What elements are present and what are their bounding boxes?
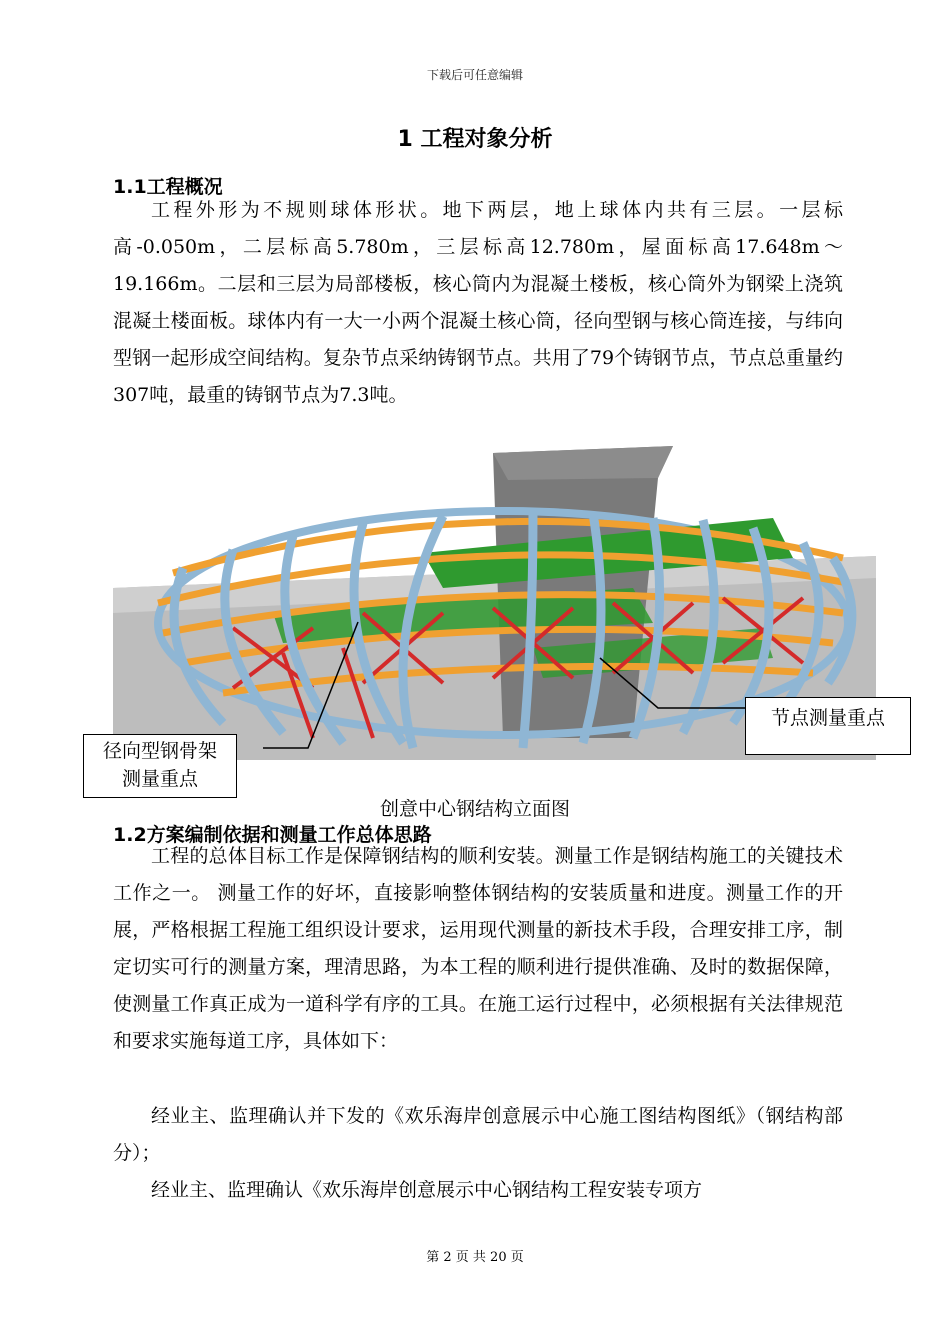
callout-node-measurement: 节点测量重点: [745, 697, 911, 755]
figure-caption: 创意中心钢结构立面图: [379, 798, 570, 820]
callout-radial-line1: 径向型钢骨架: [102, 740, 217, 762]
section-2-title: 1.2方案编制依据和测量工作总体思路: [113, 824, 432, 846]
section-2-paragraph-2: 经业主、监理确认并下发的《欢乐海岸创意展示中心施工图结构图纸》（钢结构部分）；: [113, 1105, 843, 1164]
section-1-paragraph: 工程外形为不规则球体形状。地下两层，地上球体内共有三层。一层标高-0.050m，二层标高5.780m，三层标高12.780m，屋面标高17.648m～19.166m。二层和三层为局部楼板，核心筒内为混凝土楼板，核心筒外为钢梁上浇筑混凝土楼面板。球体内有一大一小两个混凝土核心筒，径向型钢与核心筒连接，与纬向型钢一起形成空间结构。复杂节点采纳铸钢节点。共用了79个铸钢节点，节点总重量约307吨，最重的铸钢节点为7.3吨。: [113, 199, 843, 406]
section-2-paragraph-1: 工程的总体目标工作是保障钢结构的顺利安装。测量工作是钢结构施工的关键技术工作之一。 测量工作的好坏，直接影响整体钢结构的安装质量和进度。测量工作的开展，严格根据工程施工组织设计要求，运用现代测量的新技术手段，合理安排工序，制定切实可行的测量方案，理清思路，为本工程的顺利进行提供准确、及时的数据保障，使测量工作真正成为一道科学有序的工具。在施工运行过程中，必须根据有关法律规范和要求实施每道工序，具体如下：: [113, 845, 843, 1052]
section-1-title: 1.1工程概况: [113, 176, 223, 198]
page-header: 下载后可任意编辑: [426, 68, 523, 82]
chapter-title: 1 工程对象分析: [397, 127, 553, 152]
callout-radial-line2: 测量重点: [121, 768, 198, 790]
page-footer: 第 2 页 共 20 页: [426, 1250, 524, 1265]
section-2-paragraph-3: 经业主、监理确认《欢乐海岸创意展示中心钢结构工程安装专项方: [151, 1179, 703, 1201]
core-top: [493, 446, 673, 480]
callout-radial-steel: [83, 734, 237, 798]
